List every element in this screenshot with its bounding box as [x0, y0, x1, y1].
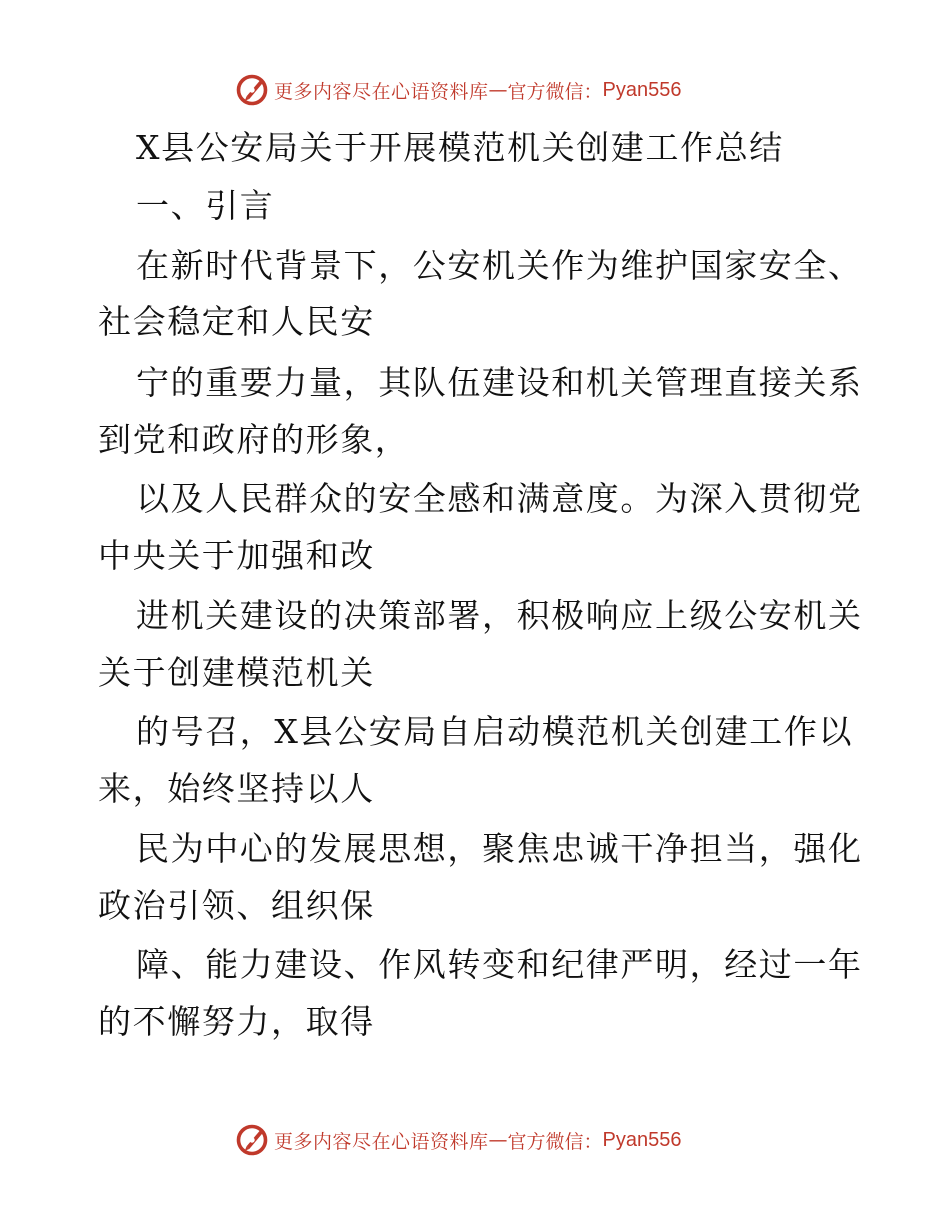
paragraph-line: 来，始终坚持以人	[98, 769, 375, 808]
paragraph-line: 进机关建设的决策部署，积极响应上级公安机关	[136, 596, 863, 635]
watermark-wechat-id: Pyan556	[602, 78, 682, 101]
section-heading: 一、引言	[136, 186, 275, 225]
footer-watermark	[234, 1120, 682, 1160]
paragraph-line: 政治引领、组织保	[98, 886, 375, 925]
watermark-dash: —	[488, 79, 508, 101]
paragraph-line: 的号召，X县公安局自启动模范机关创建工作以	[136, 712, 854, 751]
header-watermark	[234, 70, 682, 110]
paragraph-line: 在新时代背景下，公安机关作为维护国家安全、	[136, 246, 863, 285]
pen-nib-logo-icon	[234, 1122, 270, 1158]
pen-nib-logo-icon	[234, 72, 270, 108]
paragraph-line: 关于创建模范机关	[98, 653, 375, 692]
document-title: X县公安局关于开展模范机关创建工作总结	[136, 128, 784, 167]
paragraph-line: 社会稳定和人民安	[98, 302, 375, 341]
paragraph-line: 中央关于加强和改	[98, 536, 375, 575]
watermark-wechat-id: Pyan556	[602, 1128, 682, 1151]
paragraph-line: 的不懈努力，取得	[98, 1002, 375, 1041]
watermark-text: 更多内容尽在心语资料库	[274, 80, 489, 103]
watermark-wechat-label: 官方微信：	[507, 1130, 603, 1153]
paragraph-line: 障、能力建设、作风转变和纪律严明，经过一年	[136, 945, 863, 984]
watermark-dash: —	[488, 1129, 508, 1151]
paragraph-line: 以及人民群众的安全感和满意度。为深入贯彻党	[136, 479, 863, 518]
paragraph-line: 到党和政府的形象，	[98, 420, 410, 459]
paragraph-line: 宁的重要力量，其队伍建设和机关管理直接关系	[136, 363, 863, 402]
paragraph-line: 民为中心的发展思想，聚焦忠诚干净担当，强化	[136, 829, 863, 868]
watermark-text: 更多内容尽在心语资料库	[274, 1130, 489, 1153]
watermark-wechat-label: 官方微信：	[507, 80, 603, 103]
